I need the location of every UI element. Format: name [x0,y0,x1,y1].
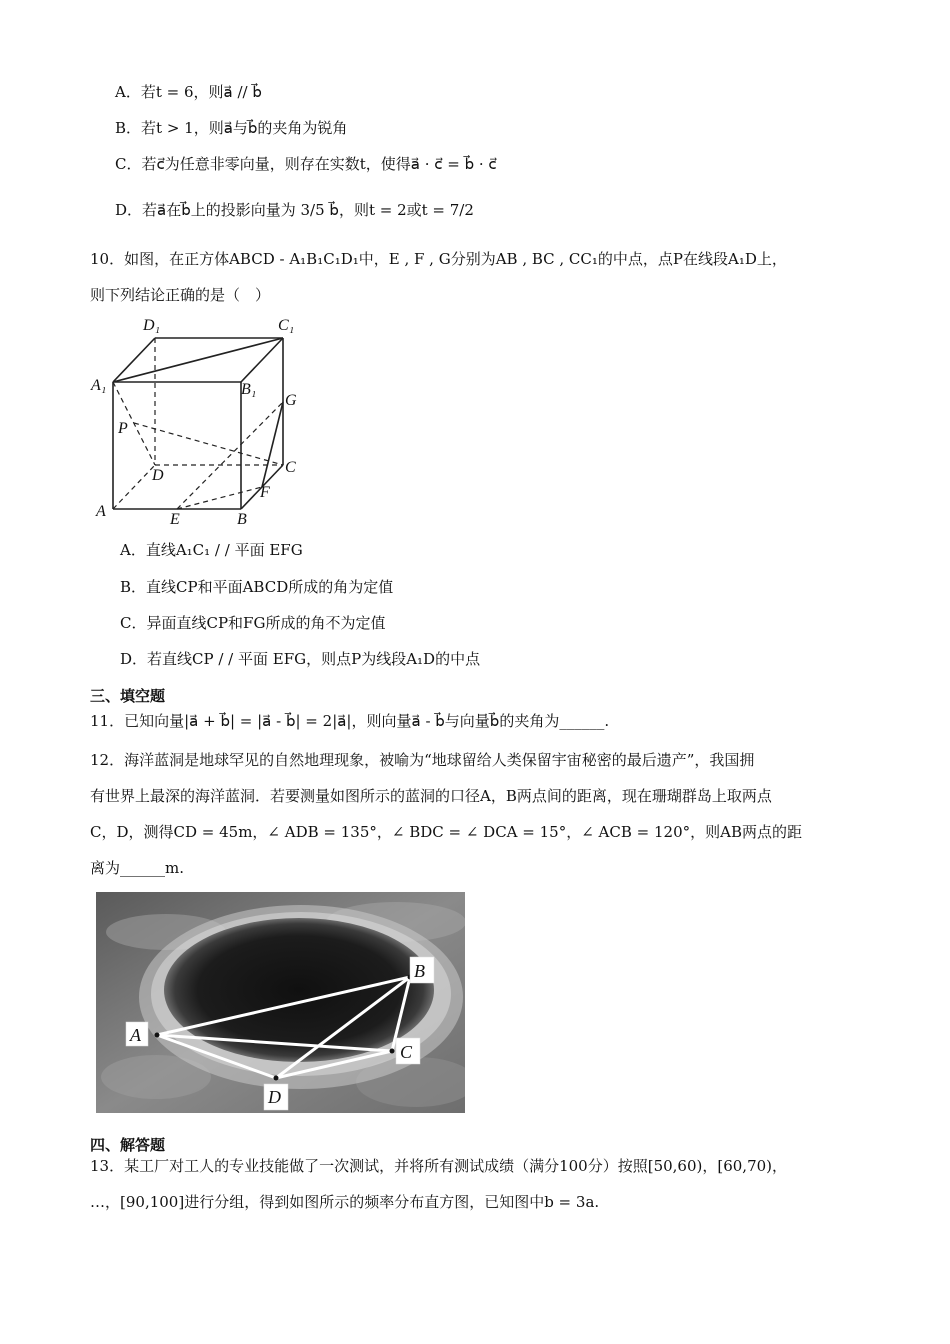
q11-text: 11．已知向量|a⃗ + b⃗| = |a⃗ - b⃗| = 2|a⃗|，则向量a⃗ - b⃗与向量b⃗的夹角为______. [90,712,610,730]
label-b: B [237,511,247,528]
blue-hole-photo [96,892,465,1113]
label-f: F [260,484,270,501]
segment-p-c-hidden [134,423,283,465]
label-g: G [285,392,297,409]
q12-line2: 有世界上最深的海洋蓝洞．若要测量如图所示的蓝洞的口径A，B两点间的距离，现在珊瑚群岛上取两点 [90,787,772,805]
q9-option-b: B．若t > 1，则a⃗与b⃗的夹角为锐角 [115,119,348,137]
q10-stem-line1: 10．如图，在正方体ABCD - A₁B₁C₁D₁中，E , F , G分别为AB , BC , CC₁的中点，点P在线段A₁D上， [90,250,787,268]
q10-option-b: B．直线CP和平面ABCD所成的角为定值 [120,578,394,596]
label-b1: B₁ [241,381,257,398]
segment-g-f [262,402,283,487]
q12-line3: C，D，测得CD = 45m，∠ ADB = 135°，∠ BDC = ∠ DCA = 15°，∠ ACB = 120°，则AB两点的距 [90,823,802,841]
q9-option-d: D．若a⃗在b⃗上的投影向量为 3/5 b⃗，则t = 2或t = 7/2 [115,201,474,219]
edge-b1-c1 [241,338,283,382]
diagonal-a1-c1 [113,338,283,382]
q12-line1: 12．海洋蓝洞是地球罕见的自然地理现象，被喻为“地球留给人类保留宇宙秘密的最后遗产”，我国拥 [90,751,755,769]
label-d: D [152,467,164,484]
q10-option-a: A．直线A₁C₁ / / 平面 EFG [120,541,303,559]
photo-label-a: A [130,1025,141,1045]
photo-label-c: C [400,1042,413,1062]
q13-line1: 13．某工厂对工人的专业技能做了一次测试，并将所有测试成绩（满分100分）按照[50,60)，[60,70)， [90,1157,788,1175]
photo-label-b: B [414,961,425,981]
segment-e-f-hidden [177,487,262,509]
label-e: E [170,511,180,528]
q9-option-a: A．若t = 6，则a⃗ // b⃗ [115,83,262,101]
q9-option-c: C．若c⃗为任意非零向量，则存在实数t，使得a⃗ · c⃗ = b⃗ · c⃗ [115,155,497,173]
label-c: C [285,459,296,476]
label-d1: D₁ [143,317,161,334]
photo-label-d: D [268,1087,281,1107]
q10-option-d: D．若直线CP / / 平面 EFG，则点P为线段A₁D的中点 [120,650,481,668]
q10-stem-line2: 则下列结论正确的是（ ） [90,286,271,304]
edge-a-d-hidden [113,465,155,509]
q12-line4: 离为______m. [90,859,184,877]
cube-figure [88,312,318,532]
edge-a1-d1 [113,338,155,382]
label-p: P [118,420,128,437]
q13-line2: …，[90,100]进行分组，得到如图所示的频率分布直方图，已知图中b = 3a. [90,1193,600,1211]
label-a1: A₁ [91,377,107,394]
label-a: A [96,503,106,520]
section-fill-in-heading: 三、填空题 [90,687,166,705]
q10-option-c: C．异面直线CP和FG所成的角不为定值 [120,614,386,632]
section-solutions-heading: 四、解答题 [90,1136,166,1154]
label-c1: C₁ [278,317,295,334]
